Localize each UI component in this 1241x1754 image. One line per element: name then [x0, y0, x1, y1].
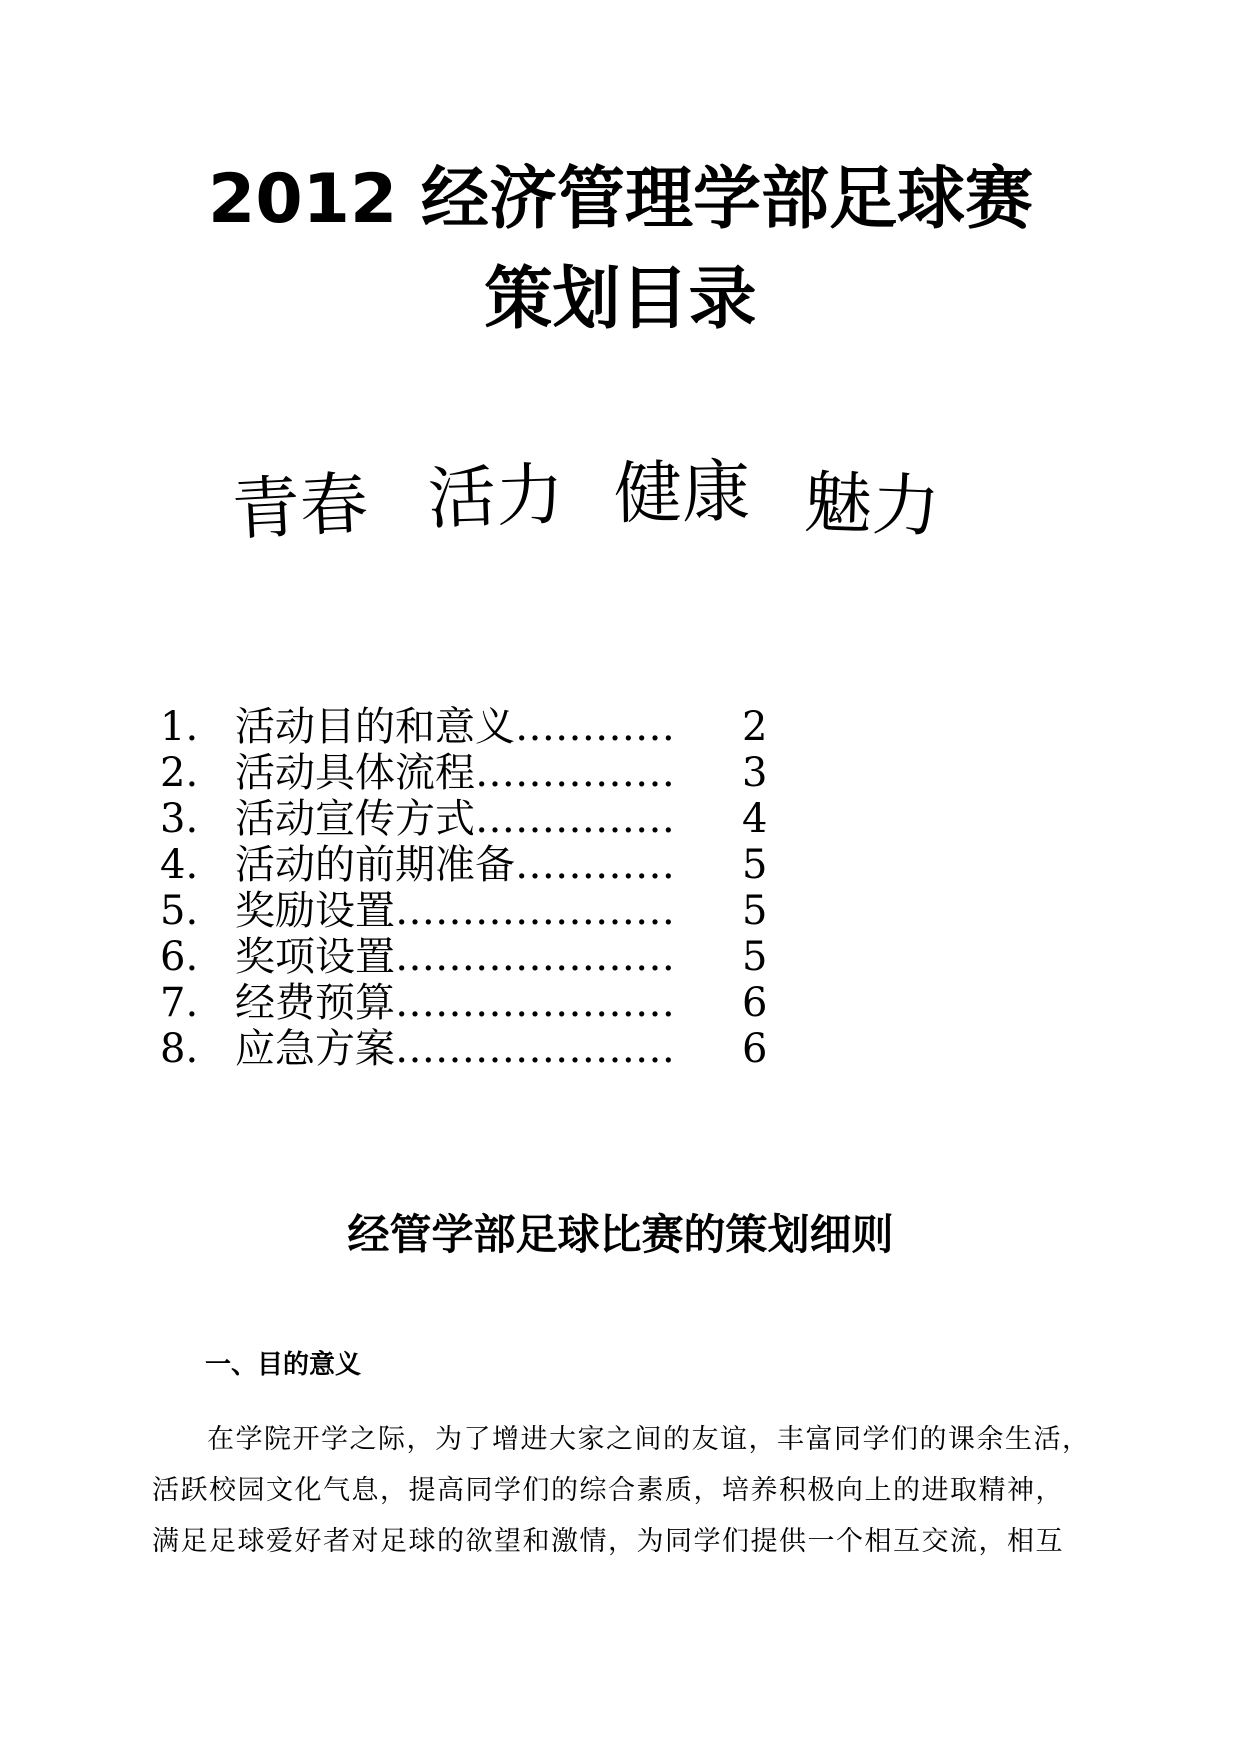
toc-item	[160, 888, 780, 934]
toc-item-page: 5	[742, 888, 768, 934]
body-text-line: 在学院开学之际，为了增进大家之间的友谊，丰富同学们的课余生活，	[207, 1424, 1091, 1455]
toc-item	[160, 704, 780, 750]
toc-item-page: 2	[742, 704, 768, 750]
sub-heading: 一、目的意义	[205, 1350, 362, 1380]
toc-item	[160, 796, 780, 842]
toc-item-label: 活动宣传方式……………	[235, 796, 675, 842]
toc-item	[160, 934, 780, 980]
slogan-word: 青春	[229, 464, 370, 551]
toc-item-label: 经费预算…………………	[235, 980, 675, 1026]
toc-item-page: 4	[742, 796, 768, 842]
toc-item-label: 活动目的和意义…………	[235, 704, 675, 750]
body-text-line: 活跃校园文化气息，提高同学们的综合素质，培养积极向上的进取精神，	[152, 1475, 1064, 1506]
toc-item-page: 3	[742, 750, 768, 796]
toc-item-number: 3.	[160, 796, 199, 842]
toc-item-page: 6	[742, 1026, 768, 1072]
toc-item-label: 奖励设置…………………	[235, 888, 675, 934]
toc-item-label: 应急方案…………………	[235, 1026, 675, 1072]
toc-item	[160, 1026, 780, 1072]
toc-item-label: 奖项设置…………………	[235, 934, 675, 980]
toc-item-page: 5	[742, 934, 768, 980]
toc-item-number: 1.	[160, 704, 199, 750]
table-of-contents	[160, 704, 780, 1072]
toc-item-number: 5.	[160, 888, 199, 934]
toc-item	[160, 750, 780, 796]
toc-item-label: 活动具体流程……………	[235, 750, 675, 796]
toc-item-page: 5	[742, 842, 768, 888]
toc-item	[160, 980, 780, 1026]
document-title-line2: 策划目录	[484, 260, 757, 339]
document-title-line1: 2012 经济管理学部足球赛	[208, 160, 1033, 239]
toc-item-number: 8.	[160, 1026, 199, 1072]
body-text-line: 满足足球爱好者对足球的欲望和激情，为同学们提供一个相互交流，相互	[152, 1526, 1064, 1557]
toc-item-number: 7.	[160, 980, 199, 1026]
toc-item-number: 2.	[160, 750, 199, 796]
slogan	[0, 440, 1241, 550]
toc-item-number: 4.	[160, 842, 199, 888]
toc-item-number: 6.	[160, 934, 199, 980]
toc-item-page: 6	[742, 980, 768, 1026]
slogan-word: 健康	[613, 452, 751, 535]
toc-item	[160, 842, 780, 888]
slogan-word: 魅力	[802, 463, 942, 548]
slogan-word: 活力	[426, 455, 566, 540]
section-heading: 经管学部足球比赛的策划细则	[347, 1210, 894, 1259]
toc-item-label: 活动的前期准备…………	[235, 842, 675, 888]
